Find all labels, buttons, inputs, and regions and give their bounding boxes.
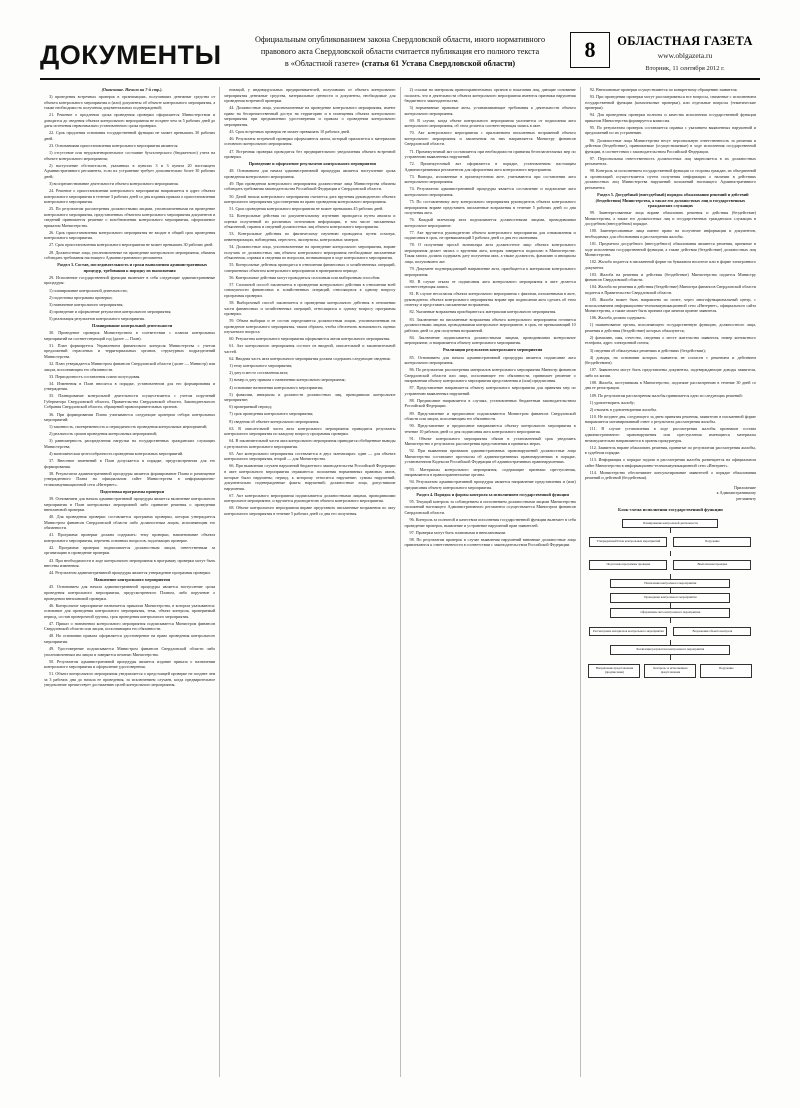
paragraph: 53. Контрольные действия по фактическому изучению проводятся путем осмотра, инвентаризации, наблюдения, пересчета, экспертизы, контрольных замеров. (224, 231, 396, 242)
paragraph: 59. Объем выборки и ее состав определяются должностным лицом, уполномоченным на проведение контрольного мероприятия, таким образом, чтобы обеспечить возможность оценки изучаемого вопроса. (224, 318, 396, 335)
column-1 (40, 87, 219, 1077)
paragraph: 60. Результаты контрольного мероприятия оформляются актом контрольного мероприятия. (229, 336, 391, 342)
masthead-legal-note (230, 28, 570, 70)
paragraph: 54. Должностные лица, уполномоченные на проведение контрольного мероприятия, вправе получать от должностных лиц объекта контрольного мероприятия необходимые письменные объяснения, справки и сведения по вопросам, возникающим в ходе контрольного мероприятия. (224, 244, 396, 261)
paragraph: 3) равномерность распределения нагрузки на государственных гражданских служащих Министерства; (44, 438, 216, 449)
paragraph: 24. Решение о приостановлении контрольного мероприятия направляется в адрес объекта контрольного мероприятия в течение 3 рабочих дней со дня издания приказа о приостановлении контрольного мероприятия. (44, 188, 216, 205)
paragraph: 7) срок проведения контрольного мероприятия; (229, 411, 314, 417)
page-number: 8 (570, 32, 610, 68)
appendix-label-line: регламенту (736, 495, 756, 501)
flow-node-9: Реализация результатов контрольного мероприятия (610, 645, 730, 655)
paragraph: 71. Промежуточный акт составляется при необходимости принятия безотлагательных мер по устранению выявленных нарушений. (404, 148, 576, 160)
appendix-label-line: Приложение (734, 484, 756, 490)
column-3-body (405, 87, 576, 548)
paragraph: 65. Акт контрольного мероприятия составляется в двух экземплярах: один — для объекта контрольного мероприятия, второй — для Министерства. (224, 450, 396, 462)
paragraph: 51. Объект контрольного мероприятия уведомляется о предстоящей проверке не позднее чем за 3 рабочих дня до начала ее проведения, за исключением случаев, когда предварительное уведомление препятствует достижению целей контрольного мероприятия. (44, 671, 216, 688)
flowchart (586, 519, 754, 678)
flow-connector (670, 528, 671, 533)
paragraph: 98. Контроль за исполнением государственной функции со стороны граждан, их объединений и организаций осуществляется путем получения информации о наличии в действиях должностных лиц Министерства нарушений положений настоящего Административного регламента. (584, 168, 756, 190)
legal-line-1: Официальным опубликованием закона Свердловской области, иного нормативного (254, 35, 546, 44)
paper-website[interactable]: www.oblgazeta.ru (657, 51, 713, 60)
paragraph: 50. Результатом административной процедуры является издание приказа о назначении контрольного мероприятия и оформление удостоверения. (44, 658, 216, 670)
paragraph: 110. Не позднее дня, следующего за днем принятия решения, заявителю в письменной форме направляется мотивированный ответ о результатах рассмотрения жалобы. (584, 413, 756, 425)
paragraph: 82. Указанные возражения приобщаются к материалам контрольного мероприятия. (409, 309, 557, 315)
paragraph: 4) экономическая целесообразность проведения контрольных мероприятий. (49, 450, 184, 456)
paragraph: 2) отказать в удовлетворении жалобы. (589, 406, 657, 412)
paragraph: 88. Предписание направляется в случаях, установленных бюджетным законодательством Российской Федерации. (404, 397, 576, 409)
continuation-note: (Окончание. Начало на 7-й стр.). (101, 87, 163, 92)
paragraph: 111. В случае установления в ходе рассмотрения жалобы признаков состава административного правонарушения или преступления имеющиеся материалы незамедлительно направляются в органы прокуратуры. (584, 426, 756, 443)
paragraph: 1) законность, своевременность и периодичность проведения контрольных мероприятий; (49, 424, 208, 430)
paragraph: 3) номер и дату приказа о назначении контрольного мероприятия; (229, 377, 346, 383)
masthead (40, 28, 760, 80)
paragraph: 52. Контрольные действия по документальному изучению проводятся путем анализа и оценки полученной из различных источников информации, в том числе письменных объяснений, справок и сведений должностных лиц объекта контрольного мероприятия. (224, 213, 396, 230)
paragraph: 35. Планирование контрольной деятельности осуществляется с учетом поручений Губернатора Свердловской области, Правительства Свердловской области, Законодательного Собрания Свердловской области, обращений правоохранительных органов. (44, 393, 216, 410)
paragraph: 1) тему контрольного мероприятия; (229, 363, 293, 369)
paragraph: 1) планирование контрольной деятельности; (49, 287, 128, 293)
column-2 (219, 87, 399, 1077)
paragraph: 92. Внеплановые проверки осуществляются по конкретному обращению заявителя. (589, 87, 738, 92)
paragraph: 45. Срок встречных проверок не может превышать 10 рабочих дней. (229, 128, 350, 134)
paragraph: 4) проведение и оформление результатов контрольного мероприятия; (49, 308, 172, 314)
paragraph: 50. Датой начала контрольного мероприятия считается дата вручения руководителю объекта контрольного мероприятия удостоверения на право проведения контрольного мероприятия. (224, 193, 396, 205)
paragraph: 93. При проведении проверки могут рассматриваться все вопросы, связанные с исполнением государственной функции (комплексные проверки), или отдельные вопросы (тематические проверки). (584, 94, 756, 111)
paragraph: 3) воспрепятствование деятельности объекта контрольного мероприятия. (49, 180, 179, 186)
flow-row-3 (586, 627, 754, 637)
flow-node-8: Рассмотрение материалов контрольного мероприятия (589, 627, 667, 637)
paragraph: 2) ссылки на материалы правоохранительных органов и показания лиц, дающие основание полагать, что в деятельности объекта контрольного мероприятия имеются признаки нарушения бюджетного законодательства; (404, 87, 576, 104)
paragraph: 42. Программа проверки подписывается должностным лицом, ответственным за организацию и проведение проверки. (44, 544, 216, 556)
flow-node-0: Планирование контрольной деятельности (622, 519, 718, 529)
paragraph: 95. Текущий контроль за соблюдением и исполнением должностными лицами Министерства положений настоящего Административного регламента осуществляется Министром финансов Свердловской области. (404, 498, 576, 515)
paragraph: 97. Персональная ответственность должностных лиц закрепляется в их должностных регламентах. (584, 155, 756, 167)
section-heading: Раздел 5. Досудебный (внесудебный) порядок обжалования решений и действий (бездействия) Министерства, а также его должностных лиц и государственных гражданских служащих (595, 191, 749, 209)
paragraph: 87. Представление направляется объекту контрольного мероприятия для принятия мер по устранению выявленных нарушений. (404, 385, 576, 396)
paragraph: 37. Внесение изменений в План допускается в порядке, предусмотренном для его формирования. (44, 458, 216, 469)
paragraph: 100. Заинтересованные лица имеют право на получение информации и документов, необходимых для обоснования и рассмотрения жалобы. (584, 228, 756, 239)
paragraph: 106. Жалоба должна содержать: (589, 315, 647, 321)
flow-connector (670, 551, 671, 556)
paragraph: 2) наступление обстоятельств, указанных в пунктах 3 и 3 пункта 20 настоящего Административного регламента, если их устранение требует дополнительно более 30 рабочих дней; (44, 162, 216, 179)
paragraph: 61. Акт контрольного мероприятия состоит из вводной, описательной и заключительной частей. (224, 343, 396, 354)
paragraph: 96. Должностные лица Министерства несут персональную ответственность за решения и действия (бездействие), принимаемые (осуществляемые) в ходе исполнения государственной функции, в соответствии с законодательством Российской Федерации. (584, 137, 756, 154)
paragraph: 86. По результатам рассмотрения материалов контрольного мероприятия Министр финансов Свердловской области или лицо, исполняющее его обязанности, принимает решение о направлении объекту контрольного мероприятия представления и (или) предписания. (404, 367, 576, 384)
paragraph: 89. Представление и предписание подписываются Министром финансов Свердловской области или лицом, исполняющим его обязанности. (404, 410, 576, 422)
paragraph: 5) реализация результатов контрольного мероприятия. (49, 315, 145, 321)
section-heading: Раздел 4. Порядок и формы контроля за исполнением государственной функции (416, 491, 569, 497)
paragraph: 68. Объект контрольного мероприятия вправе представить письменные возражения по акту контрольного мероприятия в течение 5 рабочих дней со дня его получения. (224, 505, 396, 516)
flow-node-3: Внеплановая проверка (673, 560, 751, 570)
paragraph: 34. Изменения в План вносятся в порядке, установленном для его формирования и утверждения. (44, 380, 216, 392)
paragraph: 56. Контрольные действия могут проводиться сплошным или выборочным способом. (229, 274, 381, 280)
paragraph: 33. Периодичность составления плана полугодовая. (49, 373, 141, 379)
flow-row-2 (586, 560, 754, 570)
paragraph: 31. План формируется Управлением финансового контроля Министерства с учетом предложений отраслевых и территориальных органов, структурных подразделений Министерства. (44, 342, 216, 359)
flow-node-7: Оформление акта контрольного мероприятия (610, 608, 730, 618)
paragraph: 39. Основанием для начала административной процедуры является включение контрольного мероприятия в План контрольных мероприятий либо принятие решения о проведении внеплановой проверки. (44, 496, 216, 513)
paragraph: 63. В описательной части акта контрольного мероприятия приводятся результаты контрольного мероприятия по каждому вопросу программы проверки. (224, 425, 396, 437)
paragraph: 36. При формировании Плана учитываются следующие критерии отбора контрольных мероприятий: (44, 411, 216, 423)
paragraph: 102. Жалоба подается в письменной форме на бумажном носителе или в форме электронного документа. (584, 259, 756, 270)
paragraph: 80. В случае отказа от подписания акта контрольного мероприятия в акте делается соответствующая запись. (404, 278, 576, 290)
paragraph: 2) подготовка программы проверки; (49, 294, 113, 300)
legal-line-2: правового акта Свердловской области считается публикация его полного текста (260, 46, 540, 56)
paragraph: 64. В заключительной части акта контрольного мероприятия приводятся обобщенные выводы о результатах контрольного мероприятия. (224, 438, 396, 449)
paragraph: 8) сведения об объекте контрольного мероприятия. (229, 418, 320, 424)
paragraph: 48. Основанием для начала административной процедуры является наступление срока проведения контрольного мероприятия. (224, 168, 396, 179)
appendix-label-line: к Административному (716, 490, 756, 496)
flow-node-4: Подготовка программы проверки (589, 560, 667, 570)
paragraph: 104. Жалоба на решения и действия (бездействие) Министра финансов Свердловской области подается в Правительство Свердловской области. (584, 284, 756, 295)
flowchart-title: Блок-схема исполнения государственной функции (617, 507, 723, 513)
paragraph: 41. Программа проверки должна содержать: тему проверки, наименование объекта контрольного мероприятия, перечень основных вопросов, подлежащих проверке. (44, 532, 216, 543)
paragraph: 5) фамилии, инициалы и должности должностных лиц, проводивших контрольное мероприятие; (224, 391, 396, 403)
paragraph: 92. При выявлении признаков административных правонарушений должностные лица Министерства составляют протоколы об административных правонарушениях в порядке, установленном Кодексом Российской Федерации об административных правонарушениях. (404, 448, 576, 465)
column-4 (580, 87, 760, 1077)
flow-node-12: Контроль за исполнением представления (644, 664, 696, 677)
paragraph: 77. Акт вручается руководителю объекта контрольного мероприятия для ознакомления и подписания в срок, не превышающий 5 рабочих дней со дня его окончания. (404, 229, 576, 241)
flow-row-1 (586, 537, 754, 547)
paragraph: 113. Информация о порядке подачи и рассмотрения жалобы размещается на официальном сайте Министерства в информационно-телекоммуникационной сети «Интернет». (584, 457, 756, 468)
paragraph: 69. В случае, когда объект контрольного мероприятия уклоняется от подписания акта контрольного мероприятия, об этом делается соответствующая запись в акте. (404, 117, 576, 129)
section-heading: Реализация результатов контрольного мероприятия (442, 347, 543, 353)
paragraph: 95. По результатам проверок составляется справка с указанием выявленных нарушений и предложений по их устранению. (584, 124, 756, 136)
paragraph: 62. Вводная часть акта контрольного мероприятия должна содержать следующие сведения: (229, 356, 391, 362)
legal-line-3-bold: (статья 61 Устава Свердловской области) (361, 58, 516, 68)
paragraph: 49. При проведении контрольного мероприятия должностные лица Министерства обязаны соблюдать требования законодательства Российской Федерации и Свердловской области. (224, 180, 396, 192)
paragraph: 91. Объект контрольного мероприятия обязан в установленный срок уведомить Министерство о результатах рассмотрения представления и принятых мерах. (404, 435, 576, 447)
paragraph: 44. Должностные лица, уполномоченные на проведение контрольного мероприятия, имеют право на беспрепятственный доступ на территорию и в помещения объекта контрольного мероприятия при предъявлении удостоверения и приказа о проведении контрольного мероприятия. (224, 105, 396, 127)
paragraph: 2) дату и место составления акта; (229, 370, 289, 376)
article-columns (40, 87, 760, 1077)
paragraph: 32. План утверждается Министром финансов Свердловской области (далее — Министр) или лицом, исполняющим его обязанности. (44, 361, 216, 372)
paragraph: 3) нормативные правовые акты, устанавливающие требования к деятельности объекта контрольного мероприятия. (404, 105, 576, 116)
paragraph: 1) наименование органа, исполняющего государственную функцию, должностного лица, решения и действия (бездействие) которых обжалуются; (584, 322, 756, 333)
paragraph: 2) фамилию, имя, отчество, сведения о месте жительства заявителя, номер контактного телефона, адрес электронной почты; (584, 334, 756, 346)
paragraph: 73. Выводы, изложенные в промежуточном акте, учитываются при составлении акта контрольного мероприятия. (404, 173, 576, 185)
paragraph: 46. Контрольное мероприятие назначается приказом Министерства, в котором указываются: основание для проведения контрольного мероприятия, тема, объект контроля, проверяемый период, состав проверочной группы, срок проведения контрольного мероприятия. (44, 602, 216, 619)
paragraph: 6) проверяемый период; (229, 404, 272, 410)
section-heading: Назначение контрольного мероприятия (94, 577, 171, 583)
paragraph: 66. При выявлении случаев нарушений бюджетного законодательства Российской Федерации в акте контрольного мероприятия отражаются: положения нормативных правовых актов, которые были нарушены; период, к которому относится нарушение; суммы нарушений; документально подтвержденные факты нарушений; должностные лица, допустившие нарушения. (224, 463, 396, 491)
paragraph: 47. Приказ о назначении контрольного мероприятия подписывается Министром финансов Свердловской области или лицом, исполняющим его обязанности. (44, 620, 216, 632)
legal-line-3 (240, 58, 560, 70)
paragraph: 51. Срок проведения контрольного мероприятия не может превышать 45 рабочих дней. (229, 206, 384, 212)
paragraph: 25. По результатам рассмотрения должностными лицами, уполномоченными на проведение контрольного мероприятия, представленных объектом контрольного мероприятия документов и сведений принимается решение о возобновлении контрольного мероприятия, оформляемое приказом Министерства. (44, 206, 216, 228)
paragraph: 94. Для проведения проверки полноты и качества исполнения государственной функции приказом Министерства формируется комиссия. (584, 112, 756, 123)
paragraph: 40. Для проведения проверки составляется программа проверки, которая утверждается Министром финансов Свердловской области либо должностным лицом, исполняющим его обязанности. (44, 514, 216, 531)
paragraph: 72. Промежуточный акт оформляется в порядке, установленном настоящим Административным регламентом для оформления акта контрольного мероприятия. (404, 161, 576, 172)
section-heading: Подготовка программы проверки (100, 488, 165, 494)
paragraph: 93. Материалы контрольного мероприятия, содержащие признаки преступления, направляются в правоохранительные органы. (404, 466, 576, 478)
flow-row-4 (586, 664, 754, 677)
flow-node-13: Поручение (700, 664, 752, 677)
paragraph: 67. Акт контрольного мероприятия подписывается должностными лицами, проводившими контрольное мероприятие, и вручается руководителю объекта контрольного мероприятия. (224, 492, 396, 504)
paragraph: 3) проведения встречных проверок в организациях, получивших денежные средства от объекта контрольного мероприятия и (или) документы об объекте контрольного мероприятия, а также необходимость получения документальных подтверждений; (44, 94, 216, 111)
paragraph: 3) сведения об обжалуемых решениях и действиях (бездействии); (589, 347, 706, 353)
appendix-label (585, 485, 756, 502)
section-heading: Раздел 3. Состав, последовательность и сроки выполнения административных процедур, требования к порядку их выполнения (57, 262, 208, 273)
paragraph: 101. Предметом досудебного (внесудебного) обжалования являются решения, принятые в ходе исполнения государственной функции, а также действия (бездействие) должностных лиц Министерства. (584, 241, 756, 258)
paragraph: 94. Результатом административной процедуры является направление представления и (или) предписания объекту контрольного мероприятия. (404, 479, 576, 490)
column-3 (400, 87, 580, 1077)
paragraph: 22. Срок продления основания государственной функции не может превышать 30 рабочих дней. (44, 130, 216, 141)
flow-node-5: Назначение контрольного мероприятия (610, 579, 730, 589)
paragraph: 83. Заключение на письменные возражения объекта контрольного мероприятия готовится должностными лицами, проводившими контрольное мероприятие, в срок, не превышающий 10 рабочих дней со дня получения возражений. (404, 316, 576, 333)
paragraph: 21. Решение о продлении срока проведения проверки оформляется Министерством и доводится до сведения объекта контрольного мероприятия не позднее чем за 5 рабочих дней до даты истечения первоначально установленного срока проверки. (44, 112, 216, 129)
paragraph: 38. Результатом административной процедуры является формирование Плана и размещение утвержденного Плана на официальном сайте Министерства в информационно-телекоммуникационной сети «Интернет». (44, 470, 216, 487)
page-inner (40, 28, 760, 1080)
paragraph: 28. Должностные лица, уполномоченные на проведение контрольного мероприятия, обязаны соблюдать требования настоящего Административного регламента. (44, 249, 216, 261)
paragraph: 75. По составленному акту контрольного мероприятия руководитель объекта контрольного мероприятия вправе представить письменные возражения в течение 5 рабочих дней со дня получения акта. (404, 199, 576, 216)
paragraph: 98. По результатам проверок в случае выявления нарушений виновные должностные лица привлекаются к ответственности в соответствии с законодательством Российской Федерации. (404, 536, 576, 548)
paragraph: 26. Срок приостановления контрольного мероприятия не входит в общий срок проведения контрольного мероприятия. (44, 229, 216, 241)
paragraph: 44. Результатом административной процедуры является утверждение программы проверки. (49, 570, 211, 576)
paragraph: 97. Проверки могут быть плановыми и внеплановыми. (409, 529, 507, 535)
paragraph: 96. Контроль за полнотой и качеством исполнения государственной функции включает в себя проведение проверок, выявление и устранение нарушений прав заявителей. (404, 517, 576, 528)
section-title: ДОКУМЕНТЫ (40, 40, 222, 70)
column-4-body (585, 87, 756, 481)
section-heading: Проведение и оформление результатов контрольного мероприятия (248, 161, 376, 167)
paragraph: 4) доводы, на основании которых заявитель не согласен с решением и действием (бездействием). (584, 354, 756, 366)
column-1-body (44, 94, 215, 688)
paragraph: 55. Контрольные действия проводятся в отношении финансовых и хозяйственных операций, совершенных объектом контрольного мероприятия в проверяемом периоде. (224, 262, 396, 273)
paragraph: 76. Каждый экземпляр акта подписывается должностными лицами, проводившими контрольное мероприятие. (404, 217, 576, 228)
paragraph: 90. Представление и предписание направляются объекту контрольного мероприятия в течение 10 рабочих дней со дня подписания акта контрольного мероприятия. (404, 423, 576, 434)
issue-date: Вторник, 11 сентября 2012 г. (645, 65, 725, 72)
paragraph: 84. Заключение подписывается должностными лицами, проводившими контрольное мероприятие, и направляется объекту контрольного мероприятия. (404, 334, 576, 346)
paragraph: 3) назначение контрольного мероприятия; (49, 301, 124, 307)
flow-node-2: Утвержденный План контрольных мероприятий (589, 537, 667, 547)
appendix-block (585, 485, 756, 678)
paragraph: 107. Заявителем могут быть представлены документы, подтверждающие доводы заявителя, либо их копии. (584, 367, 756, 378)
legal-line-3-prefix: в «Областной газете» (284, 58, 362, 68)
paragraph: 23. Основаниями приостановления контрольного мероприятия являются: (49, 143, 179, 149)
paragraph: 114. Министерство обеспечивает консультирование заявителей о порядке обжалования решений и действий (бездействия). (584, 469, 756, 481)
paragraph: 57. Сплошной способ заключается в проведении контрольного действия в отношении всей совокупности финансовых и хозяйственных операций, относящихся к одному вопросу программы проверки. (224, 281, 396, 298)
column-2-body (224, 87, 395, 516)
paragraph: 103. Жалоба на решения и действия (бездействие) Министерства подается Министру финансов Свердловской области. (584, 271, 756, 283)
paragraph: 46. Результаты встречной проверки оформляются актом, который прилагается к материалам основного контрольного мероприятия. (224, 135, 396, 147)
section-heading: Планирование контрольной деятельности (91, 323, 173, 329)
paragraph: 47. Встречная проверка проводится без предварительного уведомления объекта встречной проверки. (224, 148, 396, 160)
paragraph: низаций, у индивидуальных предпринимателей, получивших от объекта контрольного мероприятия денежные средства, материальные ценности и документы, необходимые для проведения встречной проверки. (224, 87, 396, 104)
paragraph: 48. На основании приказа оформляется удостоверение на право проведения контрольного мероприятия. (44, 633, 216, 644)
flow-connector (670, 618, 671, 623)
flow-node-11: Направление представления (предписания) (588, 664, 640, 677)
paragraph: 30. Проведение проверок Министерством в соответствии с планом контрольных мероприятий на соответствующий год (далее — План). (44, 330, 216, 341)
paragraph: 45. Основанием для начала административной процедуры является наступление срока проведения контрольного мероприятия, предусмотренного Планом, либо поручение о проведении внеплановой проверки. (44, 584, 216, 601)
paragraph: 1) отсутствие или неудовлетворительное состояние бухгалтерского (бюджетного) учета на объекте контрольного мероприятия; (44, 150, 216, 161)
paragraph: 108. Жалоба, поступившая в Министерство, подлежит рассмотрению в течение 30 дней со дня ее регистрации. (584, 379, 756, 391)
paragraph: 99. Заинтересованные лица вправе обжаловать решения и действия (бездействие) Министерства, а также его должностных лиц и государственных гражданских служащих в досудебном (внесудебном) порядке. (584, 210, 756, 227)
paragraph: 112. Заявитель вправе обжаловать решения, принятые по результатам рассмотрения жалобы, в судебном порядке. (584, 444, 756, 456)
paragraph: 81. В случае несогласия объекта контрольного мероприятия с фактами, изложенными в акте, руководитель объекта контрольного мероприятия вправе при подписании акта сделать об этом отметку и представить письменные возражения. (404, 291, 576, 308)
flow-node-1: Поручение (673, 537, 751, 547)
paragraph: 2) реальность сроков проведения контрольных мероприятий; (49, 431, 157, 437)
paragraph: 27. Срок приостановления контрольного мероприятия не может превышать 30 рабочих дней. (49, 242, 214, 248)
paper-identity (610, 28, 760, 72)
flow-node-6: Проведение контрольного мероприятия (610, 593, 730, 603)
paragraph: 58. Выборочный способ заключается в проведении контрольного действия в отношении части финансовых и хозяйственных операций, относящихся к одному вопросу программы проверки. (224, 300, 396, 317)
paragraph: 79. Документ подтверждающий направление акта, приобщается к материалам контрольного мероприятия. (404, 266, 576, 277)
paragraph: 105. Жалоба может быть направлена по почте, через многофункциональный центр, с использованием информационно-телекоммуникационной сети «Интернет», официального сайта Министерства, а также может быть принята при личном приеме заявителя. (584, 297, 756, 314)
paragraph: 49. Удостоверение подписывается Министром финансов Свердловской области либо уполномоченным им лицом и заверяется печатью Министерства. (44, 646, 216, 657)
paragraph: 85. Основанием для начала административной процедуры является подписание акта контрольного мероприятия. (404, 354, 576, 366)
paragraph: 74. Результатом административной процедуры является составление и подписание акта контрольного мероприятия. (404, 186, 576, 197)
flow-node-10: Возражения объекта контроля (673, 627, 751, 637)
paragraph: 43. При необходимости в ходе контрольного мероприятия в программу проверки могут быть внесены изменения. (44, 557, 216, 569)
paragraph: 1) удовлетворить жалобу; (589, 399, 635, 405)
paragraph: 29. Исполнение государственной функции включает в себя следующие административные процедуры: (44, 274, 216, 286)
flow-connector (670, 655, 671, 660)
paper-name: ОБЛАСТНАЯ ГАЗЕТА (617, 34, 753, 48)
paragraph: 78. О получении просьб экземпляра акта должностное лицо объекта контрольного мероприятия делает запись о вручении акта, которая заверяется подписью в Министерстве. Такая запись должна содержать дату получения акта, а также должность, фамилию и инициалы лица, получившего акт. (404, 242, 576, 264)
paragraph: 4) основание назначения контрольного мероприятия; (229, 384, 324, 390)
paragraph: 109. По результатам рассмотрения жалобы принимается одно из следующих решений: (589, 392, 743, 398)
paragraph: 70. Акт контрольного мероприятия с приложением письменных возражений объекта контрольного мероприятия и заключения на них направляется Министру финансов Свердловской области. (404, 130, 576, 147)
